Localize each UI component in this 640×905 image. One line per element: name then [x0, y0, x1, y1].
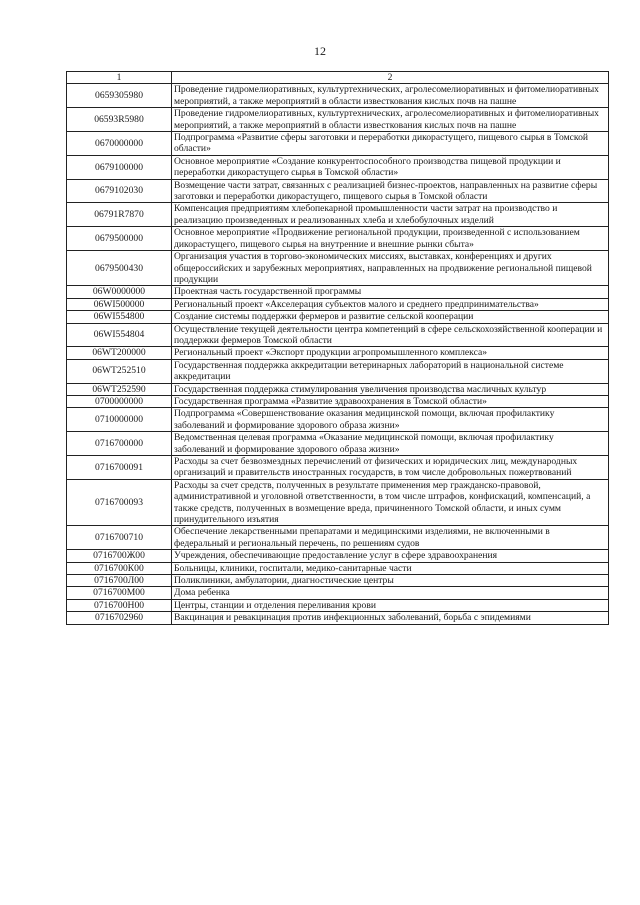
row-name: Дома ребенка [172, 587, 609, 599]
row-name: Региональный проект «Акселерация субъектов малого и среднего предпринимательства» [172, 298, 609, 310]
table-row [67, 179, 609, 203]
row-name: Центры, станции и отделения переливания крови [172, 599, 609, 611]
row-code: 0679100000 [67, 155, 172, 179]
table-row [67, 550, 609, 562]
table-row [67, 456, 609, 480]
row-code: 0679500430 [67, 251, 172, 286]
row-name: Осуществление текущей деятельности центра компетенций в сфере сельскохозяйственной кооперации и поддержки фермеров Томской области [172, 323, 609, 347]
page-number: 12 [314, 44, 326, 58]
row-code: 0679102030 [67, 179, 172, 203]
table-row [67, 408, 609, 432]
row-code: 0716700М00 [67, 587, 172, 599]
table-row [67, 323, 609, 347]
row-code: 0716702960 [67, 612, 172, 624]
table-row [67, 612, 609, 624]
table-row [67, 251, 609, 286]
row-name: Региональный проект «Экспорт продукции агропромышленного комплекса» [172, 347, 609, 359]
row-code: 0716700Л00 [67, 575, 172, 587]
table-row [67, 383, 609, 395]
row-code: 06791R7870 [67, 203, 172, 227]
row-code: 0670000000 [67, 132, 172, 156]
table-row [67, 311, 609, 323]
row-code: 0716700Ж00 [67, 550, 172, 562]
row-name: Учреждения, обеспечивающие предоставление услуг в сфере здравоохранения [172, 550, 609, 562]
row-name: Возмещение части затрат, связанных с реализацией бизнес-проектов, направленных на развитие сферы заготовки и переработки дикорастущего, пищевого сырья в Томской области [172, 179, 609, 203]
table-row [67, 395, 609, 407]
row-code: 0716700000 [67, 432, 172, 456]
row-name: Государственная поддержка аккредитации ветеринарных лабораторий в национальной системе аккредитации [172, 359, 609, 383]
row-name: Государственная программа «Развитие здравоохранения в Томской области» [172, 395, 609, 407]
row-name: Ведомственная целевая программа «Оказание медицинской помощи, включая профилактику заболеваний и формирование здорового образа жизни» [172, 432, 609, 456]
table-row [67, 575, 609, 587]
row-code: 0659305980 [67, 84, 172, 108]
row-name: Проведение гидромелиоративных, культуртехнических, агролесомелиоративных и фитомелиоративных мероприятий, а также мероприятий в области известкования кислых почв на пашне [172, 108, 609, 132]
column-header-code: 1 [67, 72, 172, 84]
table-row [67, 155, 609, 179]
row-code: 0700000000 [67, 395, 172, 407]
row-name: Основное мероприятие «Продвижение региональной продукции, произведенной с использованием дикорастущего, пищевого сырья на внутренние и внешние рынки сбыта» [172, 227, 609, 251]
row-code: 06WI500000 [67, 298, 172, 310]
row-name: Создание системы поддержки фермеров и развитие сельской кооперации [172, 311, 609, 323]
row-name: Расходы за счет средств, полученных в результате применения мер гражданско-правовой, административной и уголовной ответственности, в том числе штрафов, конфискаций, компенсаций, а также средств, полученных в возмещение вреда, причиненного Томской области, и иных сумм принудительного изъятия [172, 479, 609, 526]
table-header-row [67, 72, 609, 84]
table-row [67, 432, 609, 456]
row-code: 06WT200000 [67, 347, 172, 359]
row-name: Расходы за счет безвозмездных перечислений от физических и юридических лиц, международных организаций и правительств иностранных государств, в том числе добровольных пожертвований [172, 456, 609, 480]
row-code: 0716700710 [67, 526, 172, 550]
row-code: 06WI554804 [67, 323, 172, 347]
row-code: 0710000000 [67, 408, 172, 432]
table-row [67, 599, 609, 611]
row-name: Государственная поддержка стимулирования увеличения производства масличных культур [172, 383, 609, 395]
table-row [67, 286, 609, 298]
table-row [67, 347, 609, 359]
row-code: 06593R5980 [67, 108, 172, 132]
row-code: 0716700091 [67, 456, 172, 480]
table-row [67, 203, 609, 227]
row-code: 06WT252590 [67, 383, 172, 395]
row-code: 0679500000 [67, 227, 172, 251]
column-header-name: 2 [172, 72, 609, 84]
row-code: 0716700Н00 [67, 599, 172, 611]
row-name: Больницы, клиники, госпитали, медико-санитарные части [172, 562, 609, 574]
row-name: Компенсация предприятиям хлебопекарной промышленности части затрат на производство и реализацию произведенных и реализованных хлеба и хлебобулочных изделий [172, 203, 609, 227]
row-name: Вакцинация и ревакцинация против инфекционных заболеваний, борьба с эпидемиями [172, 612, 609, 624]
table-row [67, 108, 609, 132]
table-row [67, 562, 609, 574]
row-code: 06WT252510 [67, 359, 172, 383]
row-name: Подпрограмма «Совершенствование оказания медицинской помощи, включая профилактику заболеваний и формирование здорового образа жизни» [172, 408, 609, 432]
table-row [67, 227, 609, 251]
budget-classification-table [66, 71, 609, 625]
row-code: 0716700К00 [67, 562, 172, 574]
table-row [67, 587, 609, 599]
row-name: Организация участия в торгово-экономических миссиях, выставках, конференциях и других общероссийских и зарубежных мероприятиях, направленных на продвижение региональной пищевой продукции [172, 251, 609, 286]
row-name: Обеспечение лекарственными препаратами и медицинскими изделиями, не включенными в федеральный и региональный перечень, по решениям судов [172, 526, 609, 550]
table-row [67, 479, 609, 526]
row-name: Поликлиники, амбулатории, диагностические центры [172, 575, 609, 587]
table-row [67, 132, 609, 156]
row-name: Подпрограмма «Развитие сферы заготовки и переработки дикорастущего, пищевого сырья в Томской области» [172, 132, 609, 156]
row-name: Основное мероприятие «Создание конкурентоспособного производства пищевой продукции и переработки дикорастущего сырья в Томской области» [172, 155, 609, 179]
row-code: 06W0000000 [67, 286, 172, 298]
row-name: Проектная часть государственной программы [172, 286, 609, 298]
table-row [67, 526, 609, 550]
table-row [67, 84, 609, 108]
table-row [67, 359, 609, 383]
row-code: 0716700093 [67, 479, 172, 526]
table-row [67, 298, 609, 310]
row-code: 06WI554800 [67, 311, 172, 323]
row-name: Проведение гидромелиоративных, культуртехнических, агролесомелиоративных и фитомелиоративных мероприятий, а также мероприятий в области известкования кислых почв на пашне [172, 84, 609, 108]
